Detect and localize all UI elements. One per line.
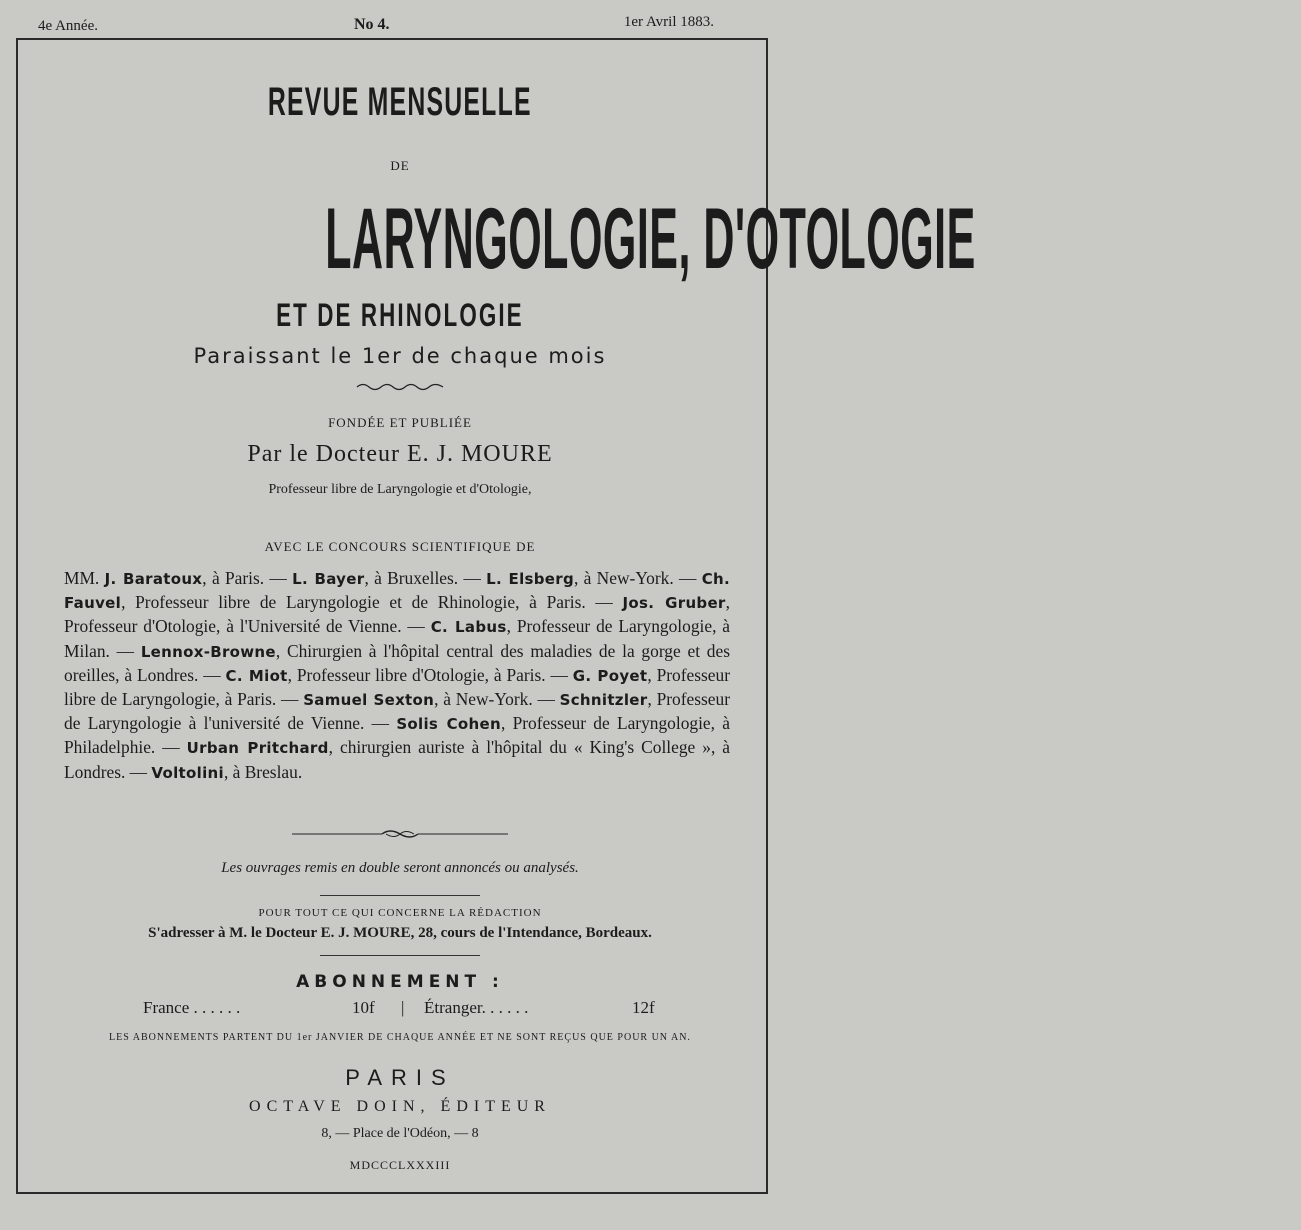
contributor-detail: , Professeur libre de Laryngologie, à Paris. — xyxy=(64,664,731,710)
foreign-label: Étranger. . . . . . xyxy=(424,998,529,1017)
contributor-detail: , Professeur de Laryngologie, à Milan. — xyxy=(64,616,731,661)
founder-title: Professeur libre de Laryngologie et d'Otologie, xyxy=(268,482,532,497)
price-separator: | xyxy=(401,998,405,1017)
divider-rule-2 xyxy=(320,955,480,956)
contributor-detail: , Professeur libre d'Otologie, à Paris. — xyxy=(287,664,573,685)
contributors-list xyxy=(64,567,730,785)
subscription-prices xyxy=(0,998,800,1024)
contributor-detail: , à Paris. — xyxy=(202,568,293,588)
contributor-detail: , à Bruxelles. — xyxy=(364,568,487,588)
publication-year: MDCCCLXXXIII xyxy=(349,1158,451,1172)
subtitle: Paraissant le 1er de chaque mois xyxy=(193,344,607,368)
title-line-1: REVUE MENSUELLE xyxy=(268,80,532,124)
ornament-divider xyxy=(0,378,800,397)
contributor-name: J. Baratoux xyxy=(104,570,203,588)
contributor-name: Jos. Gruber xyxy=(622,594,726,613)
issue-date: 1er Avril 1883. xyxy=(623,14,714,30)
contributors-label: AVEC LE CONCOURS SCIENTIFIQUE DE xyxy=(264,539,536,554)
contributor-detail: , Professeur libre de Laryngologie et de Rhinologie, à Paris. — xyxy=(121,592,623,613)
issue-number: No 4. xyxy=(354,16,390,33)
founder-label: FONDÉE ET PUBLIÉE xyxy=(328,415,472,430)
contributor-name: Schnitzler xyxy=(559,691,648,710)
contributor-name: L. Bayer xyxy=(292,570,365,588)
contributor-name: C. Miot xyxy=(225,666,288,685)
france-price: 10f xyxy=(352,998,375,1017)
title-line-2: DE xyxy=(390,158,410,173)
contributor-name: G. Poyet xyxy=(572,666,648,685)
ornament-divider-2 xyxy=(0,826,800,845)
subscription-note: LES ABONNEMENTS PARTENT DU 1er JANVIER DE CHAQUE ANNÉE ET NE SONT REÇUS QUE POUR UN AN. xyxy=(109,1032,691,1043)
volume-label: 4e Année. xyxy=(38,18,98,34)
contributor-name: L. Elsberg xyxy=(486,570,574,588)
redaction-address: S'adresser à M. le Docteur E. J. MOURE, 28, cours de l'Intendance, Bordeaux. xyxy=(148,925,652,941)
france-label: France . . . . . . xyxy=(143,998,241,1017)
contributor-name: Urban Pritchard xyxy=(186,739,329,758)
publisher-city: PARIS xyxy=(345,1065,455,1090)
contributor-detail: , Professeur d'Otologie, à l'Université de Vienne. — xyxy=(64,592,730,637)
contributor-name: C. Labus xyxy=(430,618,507,637)
contributor-name: Lennox-Browne xyxy=(140,642,276,661)
redaction-label: POUR TOUT CE QUI CONCERNE LA RÉDACTION xyxy=(258,907,542,919)
contributor-detail: , à New-York. — xyxy=(573,568,702,588)
main-title: LARYNGOLOGIE, D'OTOLOGIE xyxy=(325,191,976,287)
founder-name: Par le Docteur E. J. MOURE xyxy=(247,441,553,467)
foreign-price: 12f xyxy=(632,998,655,1017)
contributor-detail: , chirurgien auriste à l'hôpital du « King's College », à Londres. — xyxy=(64,737,731,782)
contributor-name: Ch. Fauvel xyxy=(64,570,730,613)
publisher-name: OCTAVE DOIN, ÉDITEUR xyxy=(249,1098,551,1115)
title-line-4: ET DE RHINOLOGIE xyxy=(276,297,524,333)
contributor-name: Voltolini xyxy=(151,763,224,782)
contributors-prefix: MM. xyxy=(64,568,105,588)
contributor-detail: , à New-York. — xyxy=(434,689,560,710)
review-notice: Les ouvrages remis en double seront annoncés ou analysés. xyxy=(221,860,579,876)
page-header xyxy=(38,14,714,36)
contributor-name: Samuel Sexton xyxy=(303,691,435,710)
contributor-detail: , Professeur de Laryngologie à l'université de Vienne. — xyxy=(64,689,730,734)
contributor-detail: , Professeur de Laryngologie, à Philadelphie. — xyxy=(64,713,730,758)
divider-rule xyxy=(320,895,480,896)
subscription-label: ABONNEMENT : xyxy=(296,972,504,992)
contributor-detail: , Chirurgien à l'hôpital central des maladies de la gorge et des oreilles, à Londres. — xyxy=(64,640,730,685)
contributor-detail: , à Breslau. xyxy=(223,761,303,782)
contributor-name: Solis Cohen xyxy=(396,715,501,734)
publisher-address: 8, — Place de l'Odéon, — 8 xyxy=(321,1126,479,1141)
